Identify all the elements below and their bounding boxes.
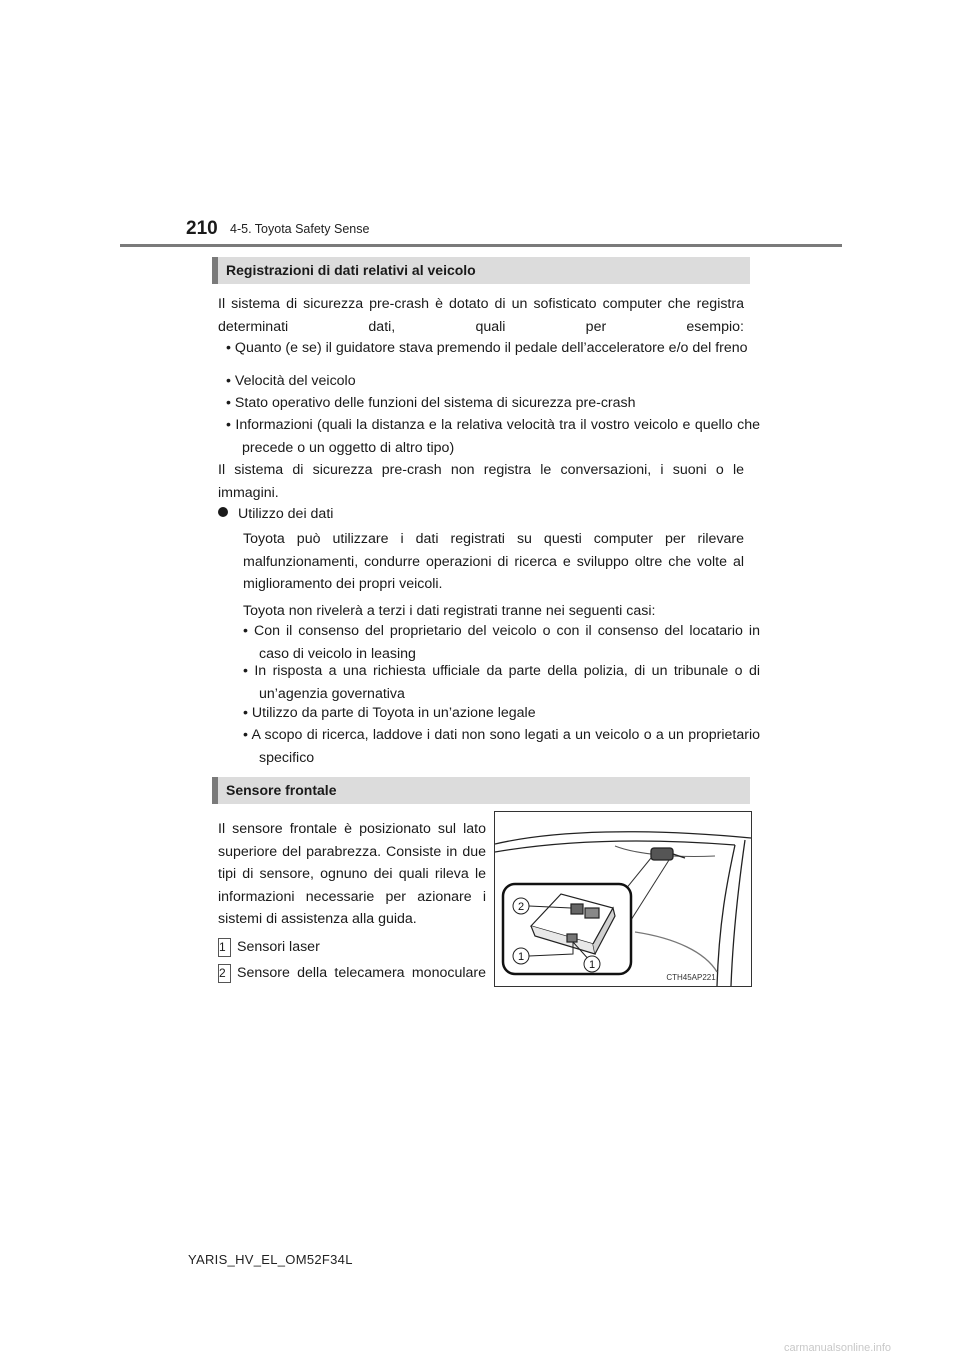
list-item-text: A scopo di ricerca, laddove i dati non sono legati a un veicolo o a un proprietario specifico — [251, 727, 760, 766]
callout-label: 1 — [588, 959, 596, 971]
subheading-data-usage — [218, 503, 333, 526]
section-heading-front-sensor — [212, 777, 750, 804]
document-code: YARIS_HV_EL_OM52F34L — [188, 1252, 353, 1267]
section-title: 4-5. Toyota Safety Sense — [230, 222, 370, 236]
page-number: 210 — [186, 218, 218, 239]
heading-accent — [212, 777, 218, 804]
watermark: carmanualsonline.info — [784, 1342, 892, 1354]
list-item: • Con il consenso del proprietario del veicolo o con il consenso del locatario in caso di veicolo in leasing — [243, 623, 760, 662]
list-item: • Utilizzo da parte di Toyota in un’azione legale — [243, 705, 536, 721]
sensor-description: Il sensore frontale è posizionato sul lato superiore del parabrezza. Consiste in due tipi di sensore, ognuno dei quali rileva le informazioni necessarie per azionare i sistemi di assistenza alla guida. — [218, 821, 486, 927]
list-item-text: Con il consenso del proprietario del veicolo o con il consenso del locatario in caso di veicolo in leasing — [253, 623, 760, 662]
filled-circle-icon — [218, 507, 228, 517]
list-item: • In risposta a una richiesta ufficiale da parte della polizia, di un tribunale o di un’agenzia governativa — [243, 663, 760, 702]
list-item: • Velocità del veicolo — [226, 373, 356, 389]
sensor-item-camera — [218, 962, 486, 985]
list-item: • Stato operativo delle funzioni del sistema di sicurezza pre-crash — [226, 395, 636, 411]
list-item: • Quanto (e se) il guidatore stava premendo il pedale dell’acceleratore e/o del freno — [226, 340, 748, 356]
list-item-text: Stato operativo delle funzioni del sistema di sicurezza pre-crash — [234, 395, 636, 411]
list-item-text: Quanto (e se) il guidatore stava premendo il pedale dell’acceleratore e/o del freno — [234, 340, 748, 356]
sensor-item-label: Sensori laser — [237, 939, 320, 955]
sensor-item-laser — [218, 936, 486, 959]
callout-label: 1 — [517, 951, 525, 963]
number-badge: 2 — [218, 964, 231, 983]
sensor-item-label: Sensore della telecamera monoculare — [237, 965, 486, 981]
figure-code: CTH45AP221 — [666, 973, 716, 982]
list-item-text: In risposta a una richiesta ufficiale da parte della polizia, di un tribunale o di un’agenzia governativa — [254, 663, 760, 702]
list-item-text: Informazioni (quali la distanza e la relativa velocità tra il vostro veicolo e quello che precede o un oggetto di altro tipo) — [235, 417, 760, 456]
section-heading-data-recording — [212, 257, 750, 284]
usage-paragraph: Toyota può utilizzare i dati registrati su questi computer per rilevare malfunzionamenti, condurre operazioni di ricerca e sviluppo oltre che volte al miglioramento dei propri veicoli. — [243, 531, 744, 592]
number-badge: 1 — [218, 938, 231, 957]
list-item-text: Velocità del veicolo — [234, 373, 356, 389]
disclosure-paragraph: Toyota non rivelerà a terzi i dati registrati tranne nei seguenti casi: — [243, 603, 656, 619]
note-paragraph: Il sistema di sicurezza pre-crash non registra le conversazioni, i suoni o le immagini. — [218, 462, 744, 501]
windshield-sensor-illustration — [495, 812, 751, 986]
heading-accent — [212, 257, 218, 284]
list-item: • Informazioni (quali la distanza e la relativa velocità tra il vostro veicolo e quello che precede o un oggetto di altro tipo) — [226, 417, 760, 456]
subheading-label: Utilizzo dei dati — [238, 506, 334, 522]
callout-label: 2 — [517, 901, 525, 913]
list-item-text: Utilizzo da parte di Toyota in un’azione legale — [251, 705, 536, 721]
list-item: • A scopo di ricerca, laddove i dati non sono legati a un veicolo o a un proprietario specifico — [243, 727, 760, 766]
front-sensor-figure — [494, 811, 752, 987]
intro-paragraph: Il sistema di sicurezza pre-crash è dotato di un sofisticato computer che registra determinati dati, quali per esempio: — [218, 296, 744, 335]
header-rule — [120, 244, 842, 247]
section-heading-label: Registrazioni di dati relativi al veicolo — [226, 262, 476, 278]
section-heading-label: Sensore frontale — [226, 782, 337, 798]
